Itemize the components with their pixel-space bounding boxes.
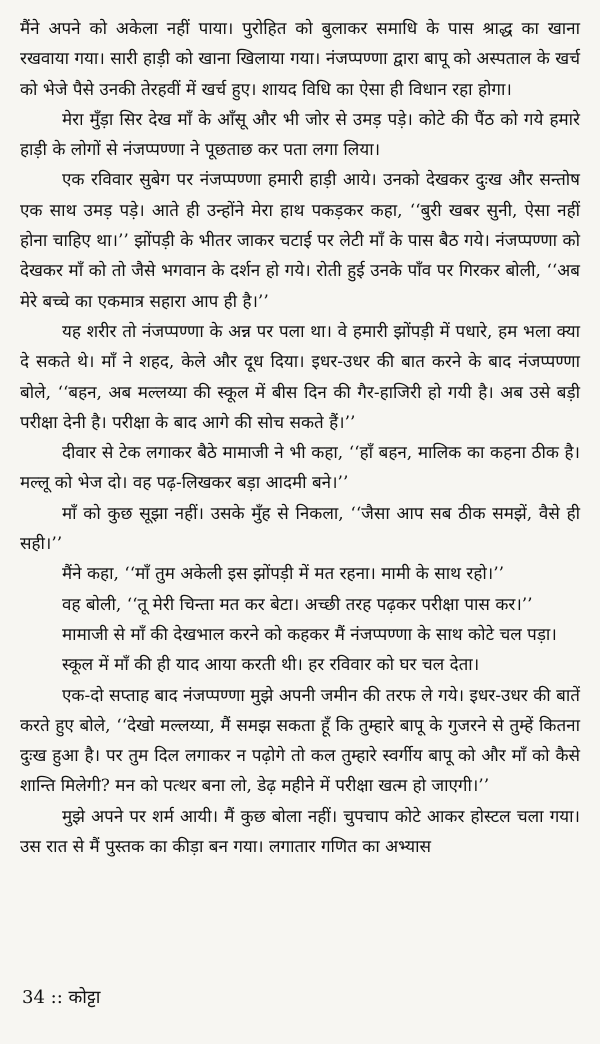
paragraph: माँ को कुछ सूझा नहीं। उसके मुँह से निकला, ‘‘जैसा आप सब ठीक समझें, वैसे ही सही।’’: [20, 503, 580, 555]
paragraph: स्कूल में माँ की ही याद आया करती थी। हर रविवार को घर चल देता।: [62, 655, 480, 676]
paragraph: मुझे अपने पर शर्म आयी। मैं कुछ बोला नहीं। चुपचाप कोटे आकर होस्टल चला गया। उस रात से मैं पुस्तक का कीड़ा बन गया। लगातार गणित का अभ्यास: [20, 806, 580, 858]
paragraph: एक-दो सप्ताह बाद नंजप्पण्णा मुझे अपनी जमीन की तरफ ले गये। इधर-उधर की बातें करते हुए बोले, ‘‘देखो मल्लय्या, मैं समझ सकता हूँ कि तुम्हारे बापू के गुजरने से तुम्हें कितना दुःख हुआ है। पर तुम दिल लगाकर न पढ़ोगे तो कल तुम्हारे स्वर्गीय बापू को और माँ को कैसे शान्ति मिलेगी? मन को पत्थर बना लो, डेढ़ महीने में परीक्षा खत्म हो जाएगी।’’: [20, 685, 580, 797]
paragraph: मैंने कहा, ‘‘माँ तुम अकेली इस झोंपड़ी में मत रहना। मामी के साथ रहो।’’: [62, 564, 505, 585]
paragraph: दीवार से टेक लगाकर बैठे मामाजी ने भी कहा, ‘‘हाँ बहन, मालिक का कहना ठीक है। मल्लू को भेज दो। वह पढ़-लिखकर बड़ा आदमी बने।’’: [20, 443, 580, 494]
paragraph: वह बोली, ‘‘तू मेरी चिन्ता मत कर बेटा। अच्छी तरह पढ़कर परीक्षा पास कर।’’: [62, 594, 533, 615]
paragraph: मेरा मुँड़ा सिर देख माँ के आँसू और भी जोर से उमड़ पड़े। कोटे की पैंठ को गये हमारे हाड़ी के लोगों से नंजप्पण्णा ने पूछताछ कर पता लगा लिया।: [20, 109, 580, 161]
paragraph: एक रविवार सुबेग पर नंजप्पण्णा हमारी हाड़ी आये। उनको देखकर दुःख और सन्तोष एक साथ उमड़ पड़े। आते ही उन्होंने मेरा हाथ पकड़कर कहा, ‘‘बुरी खबर सुनी, ऐसा नहीं होना चाहिए था।’’ झोंपड़ी के भीतर जाकर चटाई पर लेटी माँ के पास बैठ गये। नंजप्पण्णा को देखकर माँ को तो जैसे भगवान के दर्शन हो गये। रोती हुई उनके पाँव पर गिरकर बोली, ‘‘अब मेरे बच्चे का एकमात्र सहारा आप ही है।’’: [20, 170, 580, 312]
paragraph: यह शरीर तो नंजप्पण्णा के अन्न पर पला था। वे हमारी झोंपड़ी में पधारे, हम भला क्या दे सकते थे। माँ ने शहद, केले और दूध दिया। इधर-उधर की बात करने के बाद नंजप्पण्णा बोले, ‘‘बहन, अब मल्लय्या की स्कूल में बीस दिन की गैर-हाजिरी हो गयी है। अब उसे बड़ी परीक्षा देनी है। परीक्षा के बाद आगे की सोच सकते हैं।’’: [20, 321, 580, 433]
page-footer: 34 :: कोट्टा: [22, 987, 101, 1008]
page-body: [20, 14, 580, 862]
paragraph-continued: मैंने अपने को अकेला नहीं पाया। पुरोहित को बुलाकर समाधि के पास श्राद्ध का खाना रखवाया गया। सारी हाड़ी को खाना खिलाया गया। नंजप्पण्णा द्वारा बापू को अस्पताल के खर्च को भेजे पैसे उनकी तेरहवीं में खर्च हुए। शायद विधि का ऐसा ही विधान रहा होगा।: [20, 19, 580, 100]
paragraph: मामाजी से माँ की देखभाल करने को कहकर मैं नंजप्पण्णा के साथ कोटे चल पड़ा।: [62, 624, 557, 645]
